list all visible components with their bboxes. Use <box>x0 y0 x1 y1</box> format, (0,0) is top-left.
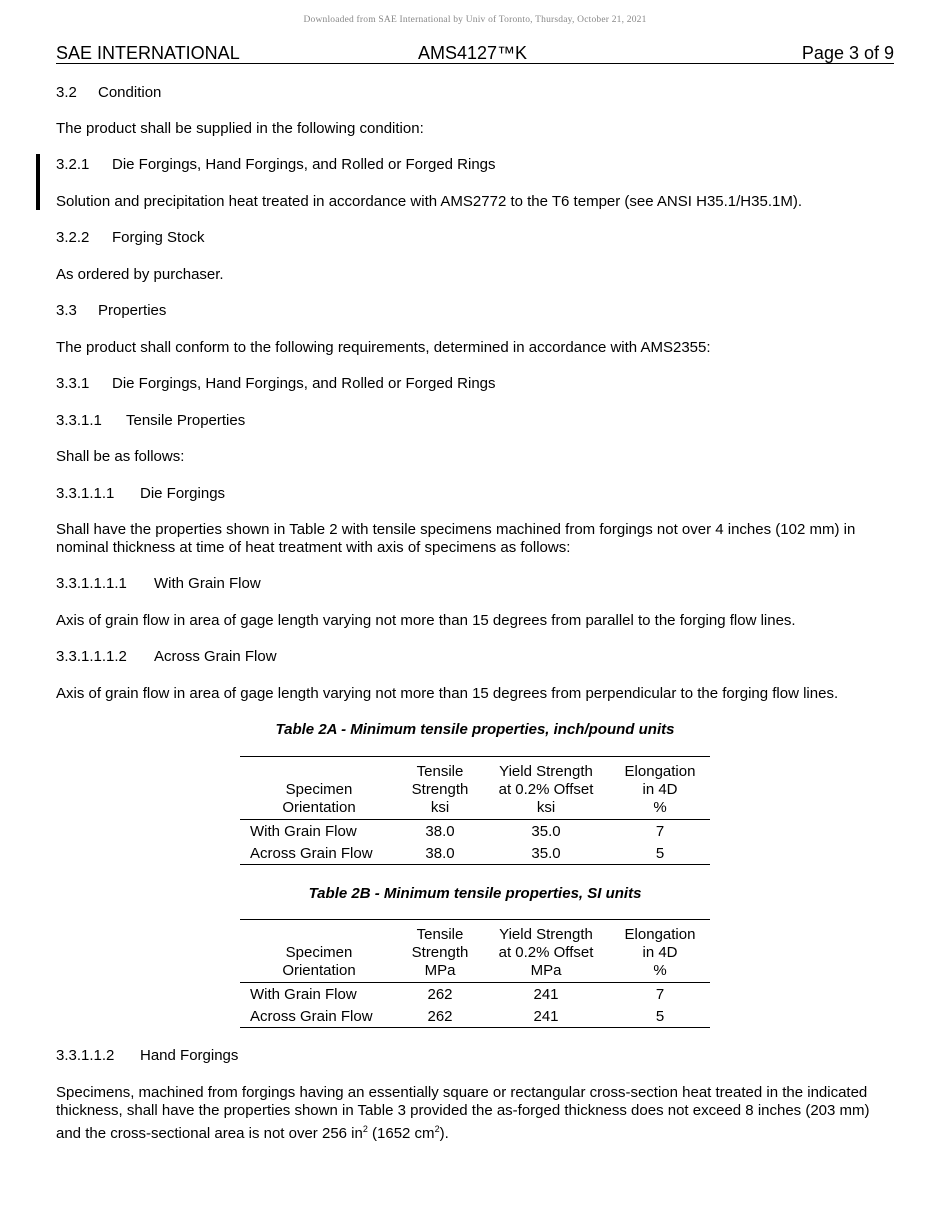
cell-orientation: With Grain Flow <box>250 822 357 840</box>
section-3-3-1-1-1-2-text: Axis of grain flow in area of gage length varying not more than 15 degrees from perpendicular to the forging flow lines. <box>56 685 839 702</box>
section-3-3-1-1-2-heading <box>56 1047 896 1065</box>
section-number: 3.2.1 <box>56 156 90 173</box>
table-2b-caption: Table 2B - Minimum tensile properties, SI units <box>308 885 642 902</box>
section-number: 3.3.1.1.1 <box>56 485 115 502</box>
header-page-number: Page 3 of 9 <box>801 43 894 63</box>
section-number: 3.2.2 <box>56 229 90 246</box>
section-3-3-1-1-1-text: Shall have the properties shown in Table 2 with tensile specimens machined from forgings not over 4 inches (102 mm) in nominal thickness at time of heat treatment with axis of specimens as follows: <box>56 521 856 556</box>
header-elongation: Elongation in 4D % <box>610 757 710 820</box>
revision-change-bar <box>36 154 40 210</box>
section-3-3-1-1-1-heading <box>56 485 896 503</box>
section-3-3-heading <box>56 302 896 320</box>
table-row <box>240 820 710 843</box>
table-2a-caption: Table 2A - Minimum tensile properties, inch/pound units <box>275 721 675 738</box>
cell-tensile: 38.0 <box>425 844 455 862</box>
table-header-row <box>240 920 710 983</box>
header-tensile-strength: Tensile Strength ksi <box>398 757 482 820</box>
section-3-3-1-1-heading <box>56 412 896 430</box>
section-3-3-1-1-1-1-heading <box>56 575 896 593</box>
table-header-row <box>240 757 710 820</box>
header-document-number: AMS4127™K <box>418 43 528 63</box>
header-tensile-strength: Tensile Strength MPa <box>398 920 482 983</box>
section-3-2-1-heading <box>56 156 896 174</box>
cell-elongation: 7 <box>655 985 665 1003</box>
cell-yield: 241 <box>533 985 559 1003</box>
cell-orientation: With Grain Flow <box>250 985 357 1003</box>
section-title: Die Forgings, Hand Forgings, and Rolled or Forged Rings <box>112 156 496 173</box>
section-3-2-2-heading <box>56 229 896 247</box>
header-yield-strength: Yield Strength at 0.2% Offset ksi <box>482 757 610 820</box>
cell-orientation: Across Grain Flow <box>250 1007 373 1025</box>
header-organization: SAE INTERNATIONAL <box>56 43 240 63</box>
section-number: 3.2 <box>56 84 77 101</box>
section-title: Across Grain Flow <box>154 648 277 665</box>
section-3-2-text: The product shall be supplied in the following condition: <box>56 120 424 137</box>
section-3-3-1-1-text: Shall be as follows: <box>56 448 185 465</box>
section-3-2-1-text: Solution and precipitation heat treated in accordance with AMS2772 to the T6 temper (see ANSI H35.1/H35.1M). <box>56 193 802 210</box>
section-3-3-1-heading <box>56 375 896 393</box>
section-title: Hand Forgings <box>140 1047 239 1064</box>
section-number: 3.3.1 <box>56 375 90 392</box>
cell-orientation: Across Grain Flow <box>250 844 373 862</box>
section-title: Condition <box>98 84 162 101</box>
section-title: Forging Stock <box>112 229 205 246</box>
cell-yield: 35.0 <box>531 822 561 840</box>
cell-tensile: 262 <box>427 985 453 1003</box>
section-3-3-1-1-1-1-text: Axis of grain flow in area of gage length varying not more than 15 degrees from parallel to the forging flow lines. <box>56 612 796 629</box>
section-title: Die Forgings <box>140 485 226 502</box>
section-number: 3.3.1.1.1.2 <box>56 648 127 665</box>
section-number: 3.3.1.1.1.1 <box>56 575 127 592</box>
download-watermark: Downloaded from SAE International by Univ of Toronto, Thursday, October 21, 2021 <box>303 15 647 25</box>
section-title: With Grain Flow <box>154 575 261 592</box>
section-3-3-1-1-1-2-heading <box>56 648 896 666</box>
section-number: 3.3 <box>56 302 77 319</box>
cell-elongation: 5 <box>655 1007 665 1025</box>
header-yield-strength: Yield Strength at 0.2% Offset MPa <box>482 920 610 983</box>
table-row <box>240 842 710 865</box>
cell-elongation: 5 <box>655 844 665 862</box>
section-title: Tensile Properties <box>126 412 246 429</box>
cell-tensile: 38.0 <box>425 822 455 840</box>
page-header <box>56 43 894 64</box>
section-3-2-2-text: As ordered by purchaser. <box>56 266 224 283</box>
header-specimen-orientation: Specimen Orientation <box>240 757 398 820</box>
section-3-3-text: The product shall conform to the following requirements, determined in accordance with AMS2355: <box>56 339 711 356</box>
section-number: 3.3.1.1.2 <box>56 1047 115 1064</box>
cell-elongation: 7 <box>655 822 665 840</box>
cell-tensile: 262 <box>427 1007 453 1025</box>
header-elongation: Elongation in 4D % <box>610 920 710 983</box>
table-2b <box>240 919 710 1028</box>
section-3-2-heading <box>56 84 896 102</box>
cell-yield: 35.0 <box>531 844 561 862</box>
table-row <box>240 983 710 1006</box>
section-title: Die Forgings, Hand Forgings, and Rolled or Forged Rings <box>112 375 496 392</box>
section-number: 3.3.1.1 <box>56 412 102 429</box>
section-title: Properties <box>98 302 167 319</box>
table-2a <box>240 756 710 865</box>
header-specimen-orientation: Specimen Orientation <box>240 920 398 983</box>
table-row <box>240 1005 710 1028</box>
section-3-3-1-1-2-text: Specimens, machined from forgings having an essentially square or rectangular cross-section heat treated in the indicated thickness, shall have the properties shown in Table 3 provided the as-forged thickness does not exceed 8 inches (203 mm) and the cross-sectional area is not over 256 $in^2$ (1652 $cm^2$). <box>56 1084 870 1142</box>
cell-yield: 241 <box>533 1007 559 1025</box>
